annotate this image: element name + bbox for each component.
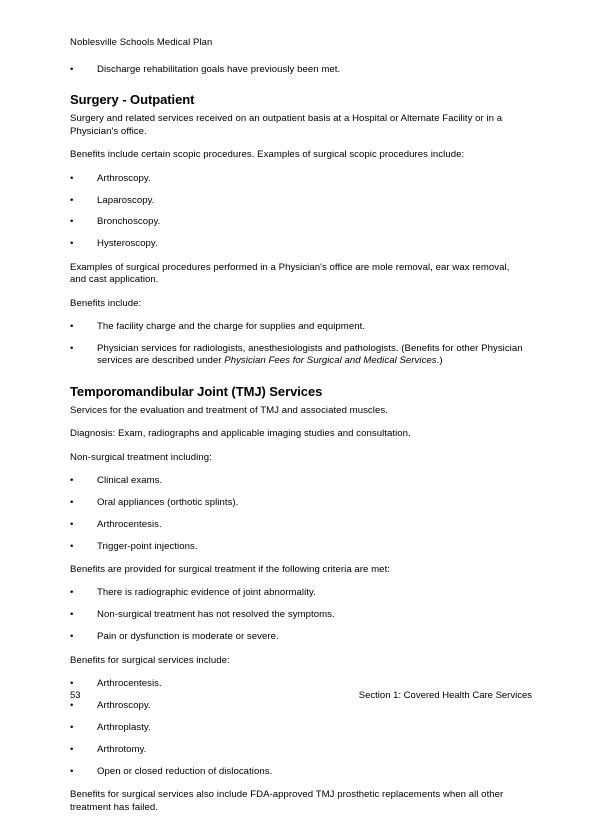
list-item [70, 678, 525, 690]
bullet-icon: • [70, 631, 74, 643]
list-item-text: Non-surgical treatment has not resolved the symptoms. [97, 609, 335, 621]
list-item-text: Arthrocentesis. [97, 518, 162, 530]
outpatient-benefits-list [70, 321, 525, 368]
page-content [70, 64, 525, 825]
list-item [70, 173, 525, 185]
paragraph-block [70, 149, 525, 161]
bullet-icon: • [70, 194, 74, 206]
bullet-icon: • [70, 540, 74, 552]
bullet-icon: • [70, 678, 74, 690]
list-item-text: Arthrocentesis. [97, 678, 162, 690]
tmj-closing-paragraph: Benefits for surgical services also include FDA-approved TMJ prosthetic replacements when all other treatment has failed. [70, 789, 504, 813]
list-item-text: Clinical exams. [97, 474, 163, 486]
list-item-text: The facility charge and the charge for supplies and equipment. [97, 320, 366, 332]
paragraph-block [70, 405, 525, 417]
list-item [70, 519, 525, 531]
lead-in-nonsurgical-treatment: Non-surgical treatment including: [70, 451, 212, 463]
carryover-bullet-list [70, 64, 525, 76]
paragraph-block [70, 428, 525, 440]
list-item [70, 195, 525, 207]
list-item [70, 238, 525, 250]
list-item-text: Bronchoscopy. [97, 216, 161, 228]
office-procedure-examples: Examples of surgical procedures performed in a Physician's office are mole removal, ear wax removal, and cast application. [70, 261, 510, 286]
bullet-icon: • [70, 496, 74, 508]
list-item [70, 475, 525, 487]
lead-in-surgical-services: Benefits for surgical services include: [70, 654, 230, 666]
list-item-text: Arthroscopy. [97, 699, 151, 711]
section-heading-surgery-outpatient: Surgery - Outpatient [70, 92, 195, 108]
page-footer [70, 690, 532, 702]
bullet-icon: • [70, 699, 74, 711]
list-item [70, 497, 525, 509]
list-item [70, 587, 525, 599]
list-item [70, 609, 525, 621]
section-heading-block-tmj-services [70, 384, 525, 399]
list-item [70, 216, 525, 228]
list-item [70, 766, 525, 778]
list-item [70, 343, 525, 368]
tmj-diagnosis-text: Diagnosis: Exam, radiographs and applicable imaging studies and consultation. [70, 428, 411, 440]
bullet-icon: • [70, 172, 74, 184]
paragraph-block [70, 452, 525, 464]
list-item-text: Trigger-point injections. [97, 540, 198, 552]
section-intro-tmj-services: Services for the evaluation and treatment of TMJ and associated muscles. [70, 404, 388, 416]
list-item [70, 321, 525, 333]
list-item-text-after: .) [436, 355, 443, 367]
bullet-icon: • [70, 474, 74, 486]
cross-reference-italic: Physician Fees for Surgical and Medical Services [224, 355, 437, 367]
list-item-text: There is radiographic evidence of joint abnormality. [97, 587, 316, 599]
bullet-icon: • [70, 320, 74, 332]
paragraph-block [70, 298, 525, 310]
list-item-text: Arthroscopy. [97, 172, 151, 184]
list-item-text: Open or closed reduction of dislocations. [97, 765, 273, 777]
list-item [70, 722, 525, 734]
running-header: Noblesville Schools Medical Plan [70, 37, 213, 48]
list-item-text: Discharge rehabilitation goals have previously been met. [97, 64, 341, 75]
bullet-icon: • [70, 342, 74, 354]
footer-section-label: Section 1: Covered Health Care Services [358, 690, 532, 701]
list-item [70, 541, 525, 553]
list-item-text: Arthroplasty. [97, 721, 151, 733]
list-item-text: Pain or dysfunction is moderate or severe. [97, 631, 279, 643]
bullet-icon: • [70, 64, 74, 75]
paragraph-block [70, 564, 525, 576]
section-intro-surgery-outpatient: Surgery and related services received on an outpatient basis at a Hospital or Alternate Facility or in a Physician's office. [70, 113, 503, 137]
bullet-icon: • [70, 216, 74, 228]
list-item [70, 744, 525, 756]
list-item-text: Laparoscopy. [97, 194, 155, 206]
bullet-icon: • [70, 518, 74, 530]
list-item [70, 64, 525, 76]
section-heading-block-surgery-outpatient [70, 92, 525, 107]
list-item-text: Oral appliances (orthotic splints). [97, 496, 239, 508]
list-item-text-before: Physician services for radiologists, anesthesiologists and pathologists. (Benefits for other Physician services are described under [97, 342, 523, 367]
bullet-icon: • [70, 238, 74, 250]
paragraph-block [70, 262, 525, 287]
paragraph-block [70, 113, 525, 138]
bullet-icon: • [70, 743, 74, 755]
lead-in-surgical-criteria: Benefits are provided for surgical treatment if the following criteria are met: [70, 564, 390, 576]
section-heading-tmj-services: Temporomandibular Joint (TMJ) Services [70, 383, 323, 399]
scopic-procedures-list [70, 173, 525, 251]
list-item [70, 631, 525, 643]
page-number: 53 [70, 690, 81, 701]
bullet-icon: • [70, 765, 74, 777]
bullet-icon: • [70, 721, 74, 733]
list-item-text: Hysteroscopy. [97, 238, 158, 250]
paragraph-block [70, 655, 525, 667]
paragraph-block [70, 789, 525, 814]
lead-in-scopic-procedures: Benefits include certain scopic procedures. Examples of surgical scopic procedures include: [70, 149, 465, 161]
list-item-text: Arthrotomy. [97, 743, 147, 755]
lead-in-benefits-include: Benefits include: [70, 297, 142, 309]
surgical-criteria-list [70, 587, 525, 643]
nonsurgical-treatment-list [70, 475, 525, 553]
bullet-icon: • [70, 587, 74, 599]
bullet-icon: • [70, 609, 74, 621]
